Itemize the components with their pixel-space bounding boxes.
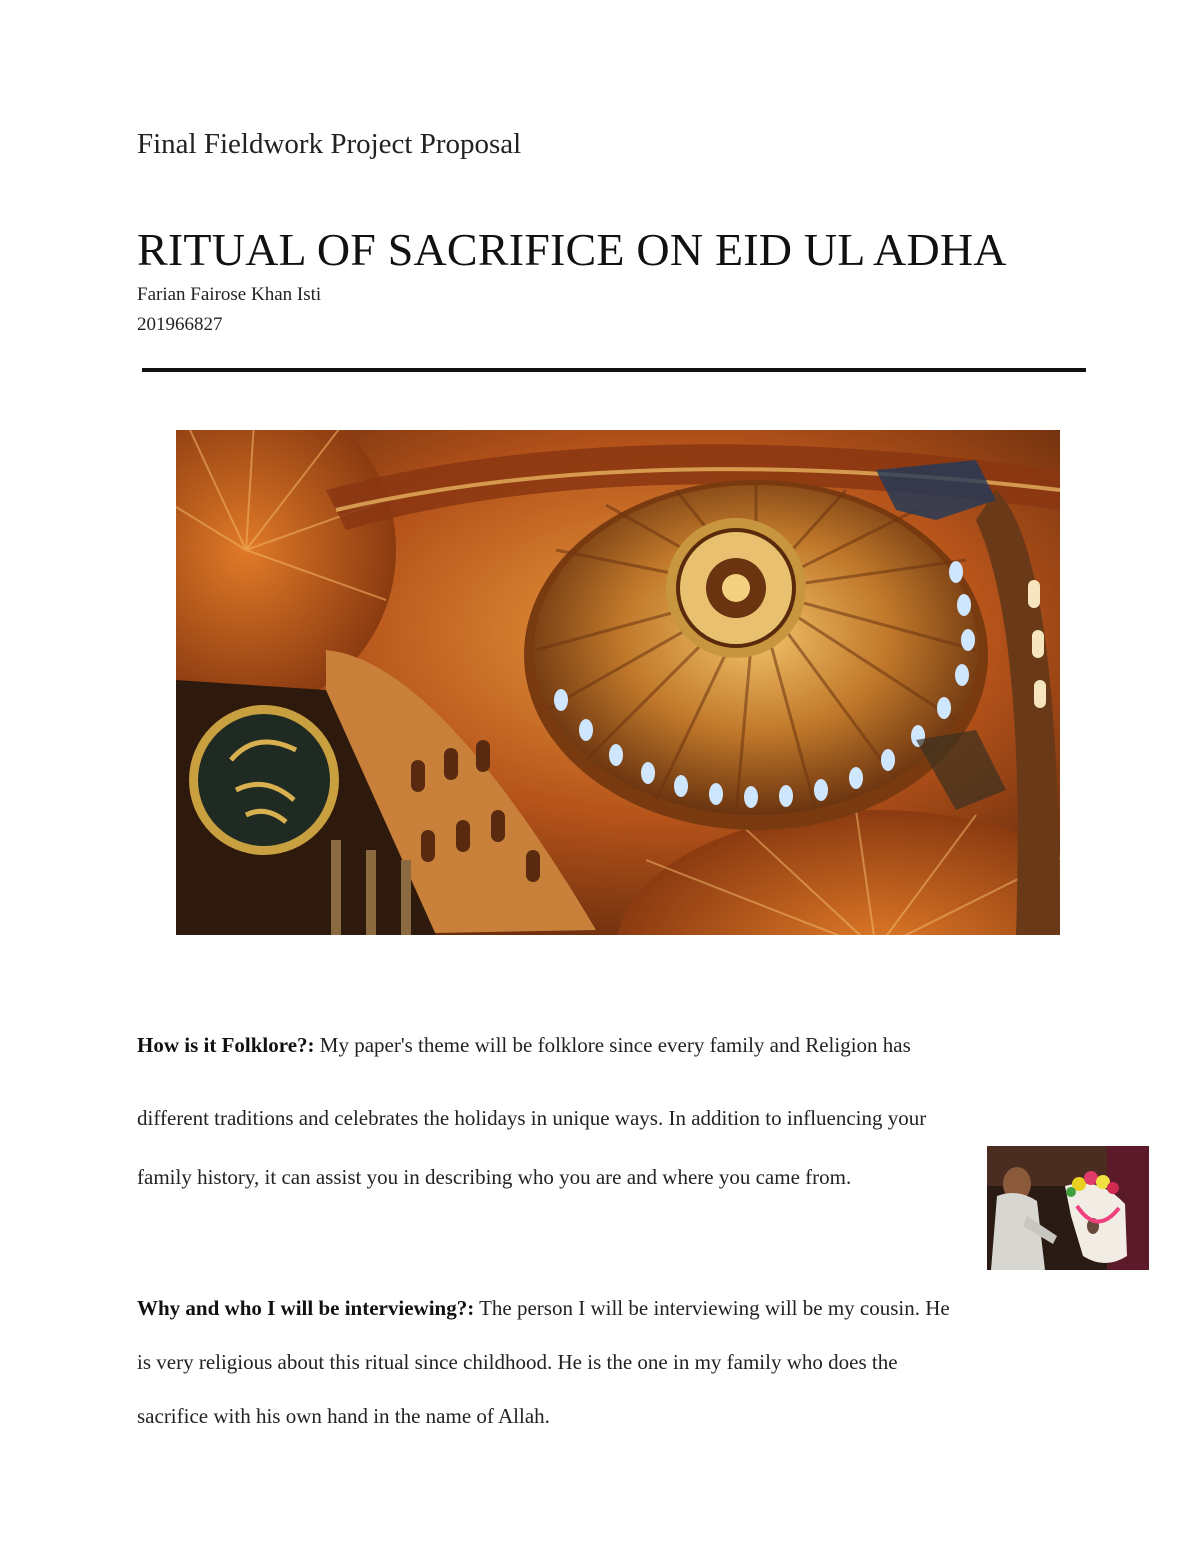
student-id: 201966827 [137, 314, 223, 335]
horizontal-rule [142, 368, 1086, 372]
folklore-line-1 [137, 1033, 911, 1058]
interview-line-2: is very religious about this ritual since childhood. He is the one in my family who does the [137, 1350, 898, 1374]
page-heading: Final Fieldwork Project Proposal [137, 128, 522, 160]
document-title: RITUAL OF SACRIFICE ON EID UL ADHA [137, 224, 1007, 275]
interview-text-1: The person I will be interviewing will be my cousin. He [474, 1296, 950, 1320]
folklore-line-3: family history, it can assist you in describing who you are and where you came from. [137, 1165, 852, 1189]
mosque-dome-photo [176, 430, 1060, 935]
folklore-text-1: My paper's theme will be folklore since every family and Religion has [314, 1033, 911, 1057]
folklore-line-2: different traditions and celebrates the holidays in unique ways. In addition to influencing your [137, 1106, 927, 1130]
interview-line-3: sacrifice with his own hand in the name of Allah. [137, 1404, 550, 1428]
author-name: Farian Fairose Khan Isti [137, 284, 322, 305]
interview-label: Why and who I will be interviewing?: [137, 1296, 475, 1320]
folklore-label: How is it Folklore?: [137, 1033, 315, 1057]
interview-line-1 [137, 1296, 950, 1321]
cow-sacrifice-photo [987, 1146, 1149, 1270]
